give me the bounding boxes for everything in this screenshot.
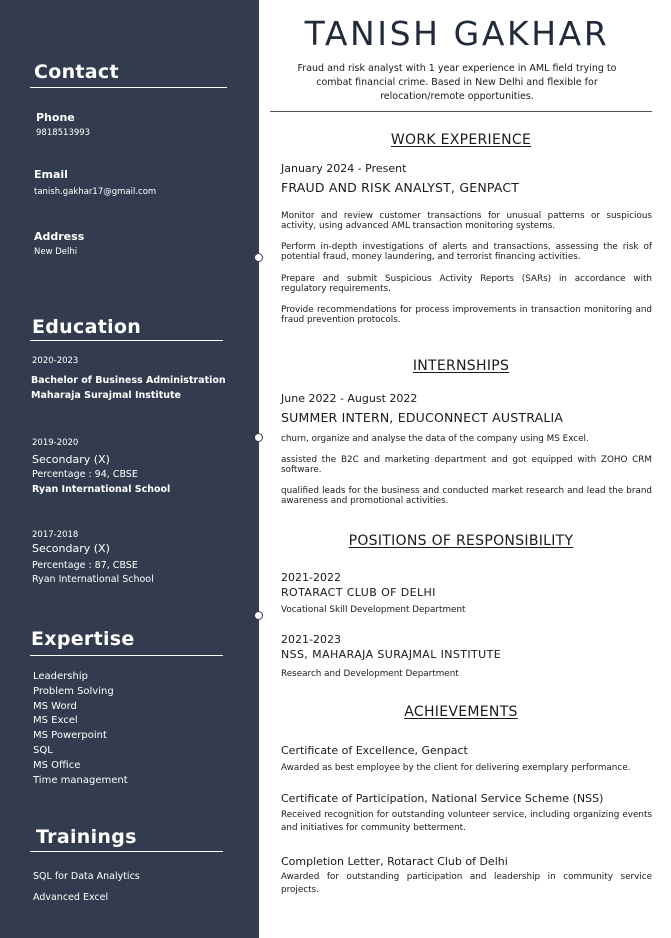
positions-heading: POSITIONS OF RESPONSIBILITY: [348, 533, 574, 549]
education-school: Ryan International School: [32, 574, 154, 585]
candidate-name: TANISH GAKHAR: [304, 14, 610, 53]
internship-bullet: churn, organize and analyse the data of the company using MS Excel.: [281, 434, 589, 444]
position-dept: Research and Development Department: [281, 669, 459, 679]
internships-heading: INTERNSHIPS: [412, 358, 510, 374]
address-value: New Delhi: [34, 247, 78, 257]
work-role: FRAUD AND RISK ANALYST, GENPACT: [281, 180, 520, 195]
achievements-heading: ACHIEVEMENTS: [404, 704, 518, 720]
header-divider: [270, 111, 652, 112]
address-label: Address: [34, 230, 85, 243]
work-date: January 2024 - Present: [281, 162, 407, 175]
expertise-item: Problem Solving: [33, 685, 114, 697]
expertise-heading: Expertise: [31, 628, 135, 650]
email-label: Email: [34, 168, 68, 181]
trainings-divider: [30, 851, 223, 852]
work-bullet: Provide recommendations for process improvements in transaction monitoring and fraud prevention protocols.: [281, 305, 652, 326]
education-score: Percentage : 94, CBSE: [32, 469, 138, 480]
work-bullet: Perform in-depth investigations of alerts and transactions, assessing the risk of potential fraud, money laundering, and terrorist financing activities.: [281, 242, 652, 263]
expertise-item: MS Word: [33, 700, 77, 712]
position-dept: Vocational Skill Development Department: [281, 605, 466, 615]
expertise-item: MS Powerpoint: [33, 730, 107, 742]
email-value: tanish.gakhar17@gmail.com: [34, 187, 157, 197]
timeline-dot: [254, 253, 263, 262]
position-org: NSS, MAHARAJA SURAJMAL INSTITUTE: [281, 648, 502, 661]
work-bullet: Prepare and submit Suspicious Activity Reports (SARs) in accordance with regulatory requirements.: [281, 274, 652, 295]
achievement-desc: Awarded as best employee by the client for delivering exemplary performance.: [281, 763, 631, 773]
achievement-title: Certificate of Excellence, Genpact: [281, 744, 468, 757]
position-years: 2021-2022: [281, 571, 341, 584]
work-experience-heading: WORK EXPERIENCE: [390, 132, 532, 148]
education-school: Maharaja Surajmal Institute: [31, 390, 181, 401]
internship-role: SUMMER INTERN, EDUCONNECT AUSTRALIA: [281, 410, 564, 425]
education-school: Ryan International School: [32, 484, 171, 495]
expertise-item: Leadership: [33, 671, 88, 682]
expertise-item: SQL: [33, 744, 53, 756]
training-item: SQL for Data Analytics: [33, 871, 140, 882]
education-degree: Bachelor of Business Administration: [31, 375, 226, 386]
profile-summary: Fraud and risk analyst with 1 year experience in AML field trying to combat financial crime. Based in New Delhi and flexible for relocation/remote opportunities.: [297, 63, 617, 102]
education-years: 2020-2023: [32, 356, 79, 366]
trainings-heading: Trainings: [36, 826, 137, 848]
education-level: Secondary (X): [32, 542, 110, 555]
sidebar: [0, 0, 259, 938]
training-item: Advanced Excel: [33, 892, 109, 903]
expertise-item: MS Office: [33, 759, 81, 771]
achievement-desc: Received recognition for outstanding volunteer service, including organizing events and initiatives for community betterment.: [281, 810, 652, 833]
position-org: ROTARACT CLUB OF DELHI: [281, 586, 436, 599]
education-divider: [30, 340, 223, 341]
expertise-item: Time management: [33, 774, 128, 786]
timeline-dot: [254, 611, 263, 620]
contact-divider: [30, 87, 227, 88]
education-score: Percentage : 87, CBSE: [32, 560, 138, 571]
work-bullet: Monitor and review customer transactions for unusual patterns or suspicious activity, using advanced AML transaction monitoring systems.: [281, 211, 652, 232]
education-years: 2019-2020: [32, 438, 79, 448]
internship-bullet: assisted the B2C and marketing department and got equipped with ZOHO CRM software.: [281, 455, 652, 476]
achievement-title: Certificate of Participation, National Service Scheme (NSS): [281, 792, 604, 805]
expertise-list: [33, 670, 128, 788]
achievement-desc: Awarded for outstanding participation and leadership in community service projects.: [281, 872, 652, 895]
internship-bullet: qualified leads for the business and conducted market research and lead the brand awareness and promotional activities.: [281, 486, 652, 507]
internship-date: June 2022 - August 2022: [281, 392, 418, 405]
education-level: Secondary (X): [32, 453, 110, 466]
position-years: 2021-2023: [281, 633, 341, 646]
contact-heading: Contact: [34, 61, 119, 83]
expertise-item: MS Excel: [33, 715, 78, 727]
timeline-dot: [254, 433, 263, 442]
phone-label: Phone: [36, 111, 75, 124]
expertise-divider: [30, 655, 223, 656]
education-heading: Education: [32, 316, 142, 338]
education-years: 2017-2018: [32, 530, 79, 540]
achievement-title: Completion Letter, Rotaract Club of Delhi: [281, 855, 508, 868]
phone-value: 9818513993: [36, 128, 91, 138]
